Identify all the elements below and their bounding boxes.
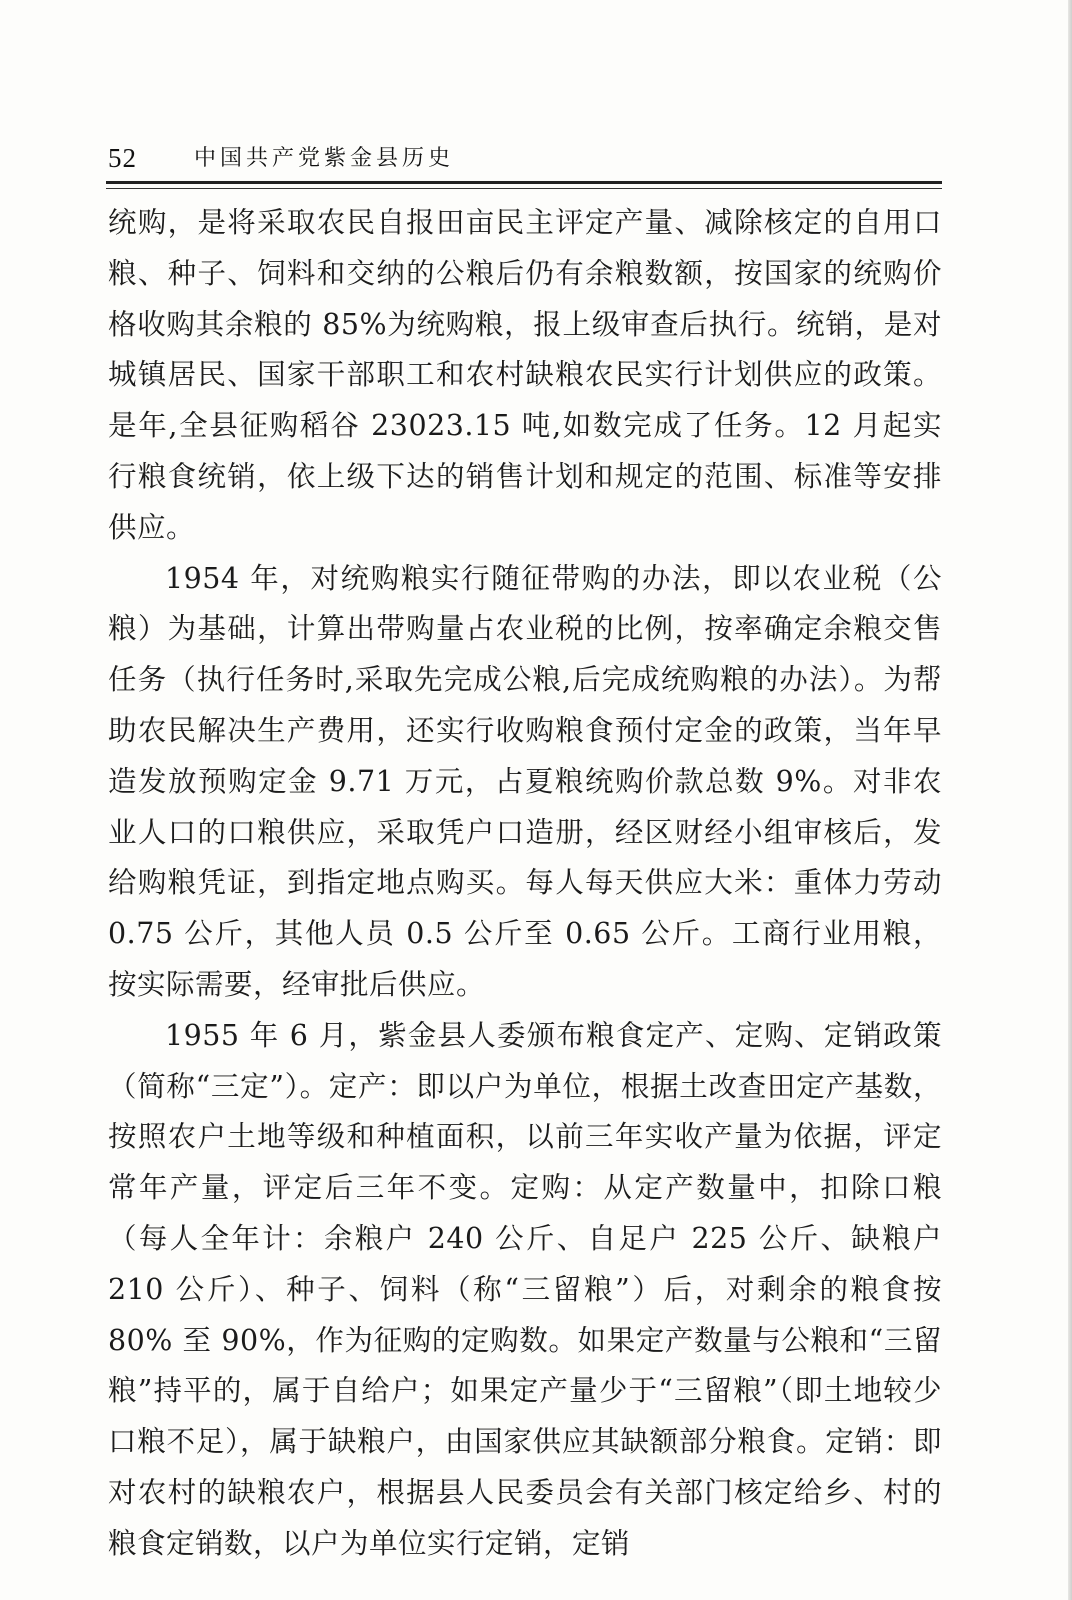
running-title: 中国共产党紫金县历史 [194,146,455,171]
paragraph-3: 1955 年 6 月，紫金县人委颁布粮食定产、定购、定销政策（简称“三定”）。定产：即以户为单位，根据土改查田定产基数，按照农户土地等级和种植面积，以前三年实收产量为依据，评定常年产量，评定后三年不变。定购：从定产数量中，扣除口粮（每人全年计：余粮户 240 公斤、自足户 225 公斤、缺粮户 210 公斤）、种子、饲料（称“三留粮”）后，对剩余的粮食按 80% 至 90%，作为征购的定购数。如果定产数量与公粮和“三留粮”持平的，属于自给户；如果定产量少于“三留粮”（即土地较少口粮不足），属于缺粮户，由国家供应其缺额部分粮食。定销：即对农村的缺粮农户，根据县人民委员会有关部门核定给乡、村的粮食定销数，以户为单位实行定销，定销 [108,1018,942,1560]
header-rule-thin [106,188,942,189]
page-number: 52 [108,143,137,173]
page-header [108,140,942,180]
body-text [108,198,942,1570]
paragraph-2: 1954 年，对统购粮实行随征带购的办法，即以农业税（公粮）为基础，计算出带购量占农业税的比例，按率确定余粮交售任务（执行任务时,采取先完成公粮,后完成统购粮的办法）。为帮助农民解决生产费用，还实行收购粮食预付定金的政策，当年早造发放预购定金 9.71 万元，占夏粮统购价款总数 9%。对非农业人口的口粮供应，采取凭户口造册，经区财经小组审核后，发给购粮凭证，到指定地点购买。每人每天供应大米：重体力劳动 0.75 公斤，其他人员 0.5 公斤至 0.65 公斤。工商行业用粮，按实际需要，经审批后供应。 [108,561,942,1001]
header-rule-thick [106,181,942,184]
paragraph-1: 统购，是将采取农民自报田亩民主评定产量、减除核定的自用口粮、种子、饲料和交纳的公粮后仍有余粮数额，按国家的统购价格收购其余粮的 85%为统购粮，报上级审查后执行。统销，是对城镇居民、国家干部职工和农村缺粮农民实行计划供应的政策。是年,全县征购稻谷 23023.15 吨,如数完成了任务。12 月起实行粮食统销，依上级下达的销售计划和规定的范围、标准等安排供应。 [108,206,942,544]
scan-edge [1068,0,1072,1600]
